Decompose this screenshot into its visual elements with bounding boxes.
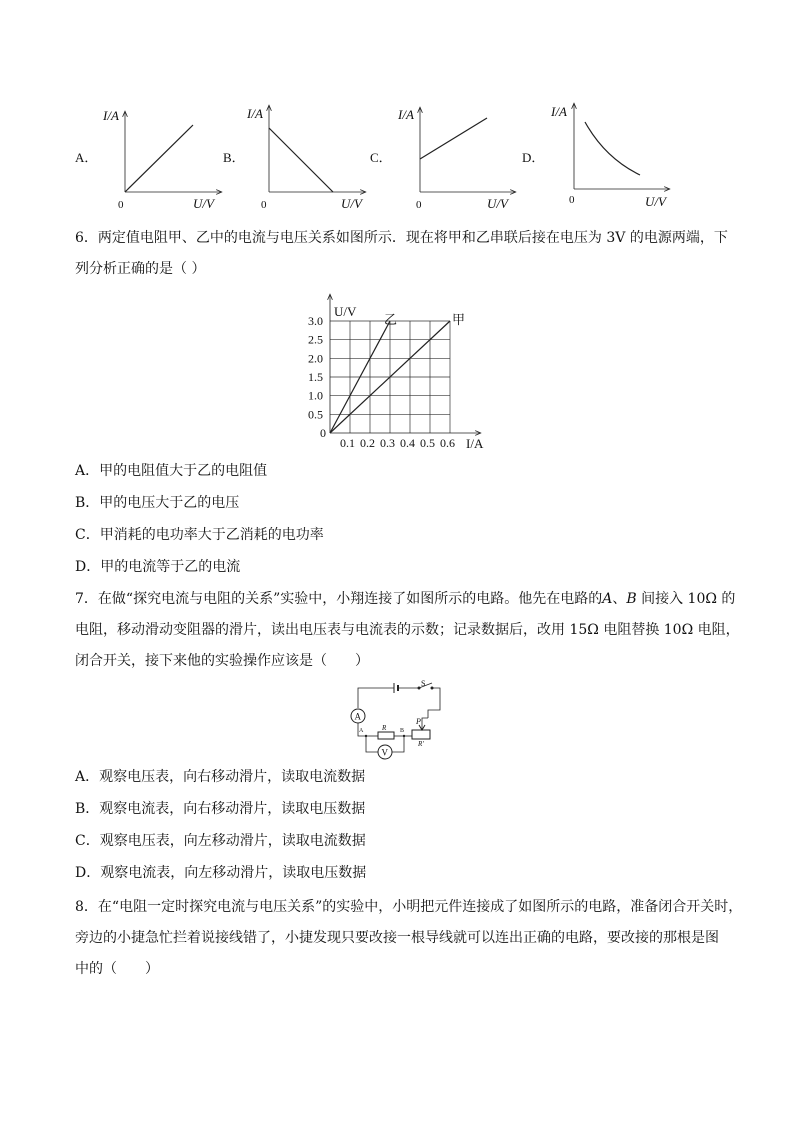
graph-curve [585,122,640,175]
rheostat [412,730,430,739]
y-tick-label: 2.0 [308,351,323,366]
q7-options [75,765,735,893]
x-tick-label: 0.3 [380,436,395,450]
x-tick-label: 0.4 [400,436,415,450]
stem-line: 6．两定值电阻甲、乙中的电流与电压关系如图所示．现在将甲和乙串联后接在电压为 3V 的电源两端，下 [75,230,728,246]
y-axis-label: I/A [247,106,263,121]
option-d[interactable]: D．甲的电流等于乙的电流 [75,559,241,575]
graph-c [370,107,515,211]
slider-label: P [416,717,421,726]
x-axis-label: U/V [487,196,508,211]
option-b[interactable]: B．甲的电压大于乙的电压 [75,495,240,511]
option-letter: D． [522,150,545,165]
option-letter: A． [75,150,98,165]
origin-label: 0 [416,199,422,211]
stem-line: 旁边的小捷急忙拦着说接线错了，小捷发现只要改接一根导线就可以连出正确的电路，要改接的那根是图 [75,930,719,946]
q7-circuit [342,680,452,768]
q6-options [75,459,735,587]
point-b-label: B [400,728,405,734]
y-tick-label: 2.5 [308,332,323,347]
y-tick-label: 0.5 [308,407,323,422]
q6-chart-svg [300,290,490,455]
y-axis-label: I/A [551,104,567,119]
option-letter: B． [223,150,245,165]
x-axis-label: U/V [193,196,214,211]
stem-text: 7．在做“探究电流与电阻的关系”实验中，小翔连接了如图所示的电路。他先在电路的 [75,591,603,607]
question-7-stem [75,584,745,677]
stem-text: 间接入 10Ω 的 [636,591,736,607]
option-b[interactable]: B．观察电流表，向右移动滑片，读取电压数据 [75,801,366,817]
option-a[interactable]: A．甲的电阻值大于乙的电阻值 [75,463,268,479]
x-tick-label: 0.5 [420,436,435,450]
question-6-stem [75,223,735,285]
option-d[interactable]: D．观察电流表，向左移动滑片，读取电压数据 [75,865,367,881]
graph-line [420,118,487,159]
x-tick-label: 0.6 [440,436,455,450]
stem-line: 电阻，移动滑动变阻器的滑片，读出电压表与电流表的示数；记录数据后，改用 15Ω 电阻替换 10Ω 电阻， [75,622,740,638]
option-letter: C． [370,150,392,165]
stem-line: 闭合开关，接下来他的实验操作应该是（ ） [75,653,369,669]
origin-label: 0 [569,194,575,206]
y-axis-label: U/V [334,304,357,319]
x-axis-label: I/A [466,436,484,451]
switch-label: S [421,680,426,688]
ammeter-label: A [354,711,361,722]
stem-line: 中的（ ） [75,961,159,977]
y-tick-label: 0 [320,426,326,440]
origin-label: 0 [261,199,267,211]
y-tick-label: 3.0 [308,314,323,328]
point-a-label: A [359,728,364,734]
q5-graphs-svg [75,100,735,215]
series-label-jia: 甲 [452,312,466,327]
q5-option-graphs [75,100,735,215]
series-label-yi: 乙 [384,312,398,327]
option-c[interactable]: C．观察电压表，向左移动滑片，读取电流数据 [75,833,366,849]
circuit-svg [342,680,452,768]
graph-a [75,108,221,211]
graph-line [125,125,193,192]
resistor-label: R [382,724,387,732]
rheostat-label: R' [418,740,424,748]
y-axis-label: I/A [103,108,119,123]
stem-text: 、 [612,591,627,607]
graph-b [223,106,365,211]
x-tick-label: 0.2 [360,436,375,450]
stem-line: 8．在“电阻一定时探究电流与电压关系”的实验中，小明把元件连接成了如图所示的电路，准备闭合开关时， [75,899,743,915]
stem-line: 列分析正确的是（ ） [75,261,206,277]
question-8-stem [75,892,745,985]
option-a[interactable]: A．观察电压表，向右移动滑片，读取电流数据 [75,769,366,785]
stem-line [75,584,745,615]
graph-line [269,128,333,192]
y-tick-label: 1.0 [308,388,323,403]
q6-chart [300,290,490,455]
resistor-r [378,732,394,739]
x-tick-label: 0.1 [340,436,355,450]
x-axis-label: U/V [645,194,666,209]
var-b: B [626,591,637,607]
y-axis-label: I/A [398,107,414,122]
option-c[interactable]: C．甲消耗的电功率大于乙消耗的电功率 [75,527,324,543]
graph-d [522,104,669,209]
var-a: A [602,591,613,607]
y-tick-label: 1.5 [308,370,323,384]
voltmeter-label: V [381,747,388,758]
x-axis-label: U/V [341,196,362,211]
origin-label: 0 [118,199,124,211]
